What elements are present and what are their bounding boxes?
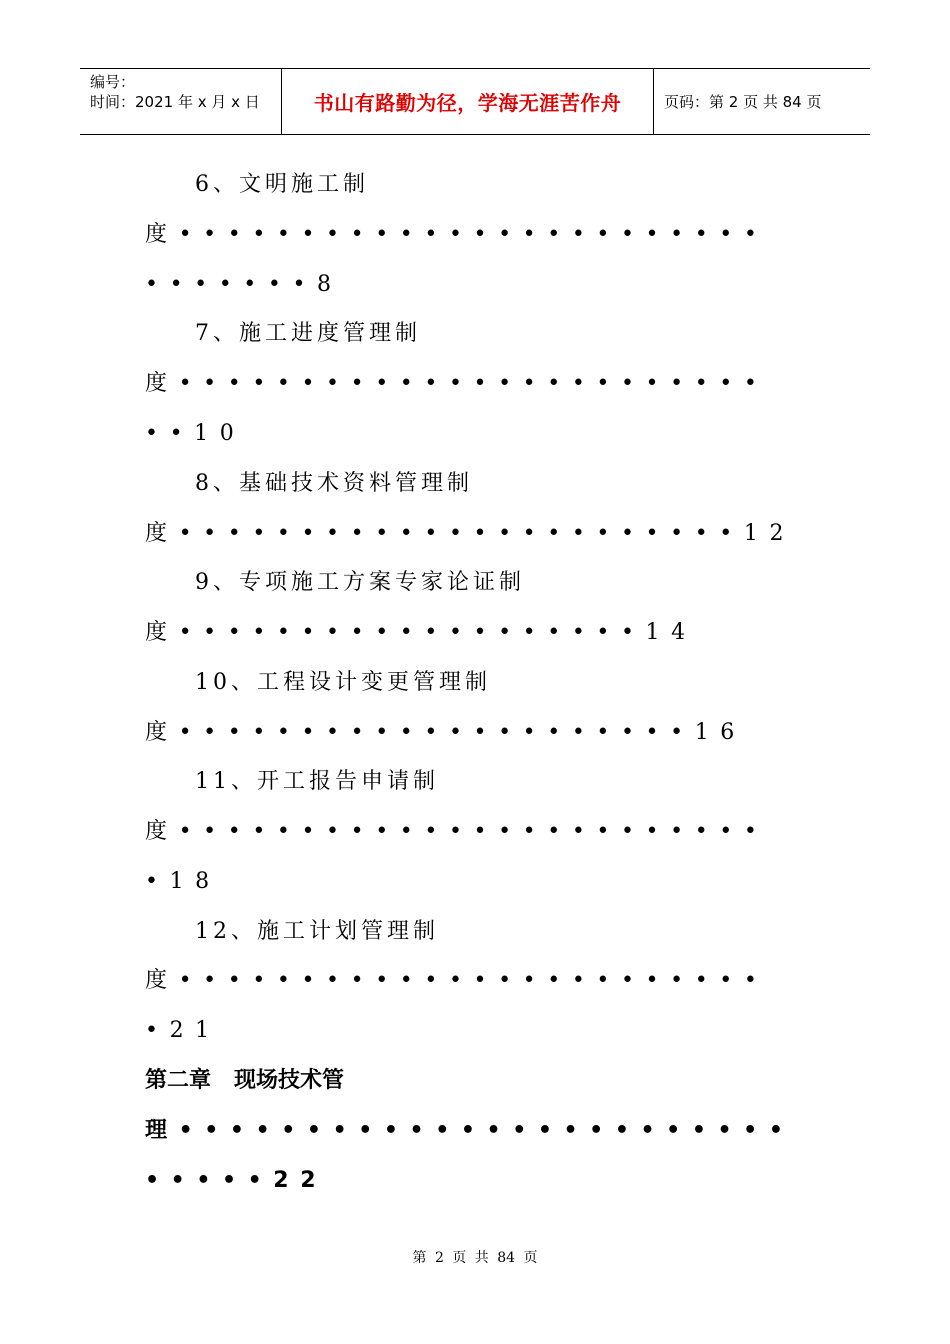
toc-entry-title[interactable]: 10、工程设计变更管理制 bbox=[195, 670, 491, 695]
toc-entry-leader: 度•••••••••••••••••••••••• bbox=[145, 819, 769, 844]
toc-entry-title[interactable]: 11、开工报告申请制 bbox=[195, 769, 439, 794]
toc-chapter-title[interactable]: 第二章 现场技术管 bbox=[145, 1068, 344, 1093]
toc-entry-leader: 度•••••••••••••••••••••••• bbox=[145, 222, 769, 247]
toc-entry-page: •21 bbox=[145, 1018, 221, 1043]
header-motto: 书山有路勤为径，学海无涯苦作舟 bbox=[282, 69, 654, 134]
toc-entry-title[interactable]: 7、施工进度管理制 bbox=[195, 321, 421, 346]
toc-entry-leader: 度•••••••••••••••••••••••12 bbox=[145, 521, 796, 546]
toc-entry-page: •18 bbox=[145, 869, 221, 894]
toc-chapter-page: •••••22 bbox=[145, 1168, 328, 1193]
toc-entry-leader: 度•••••••••••••••••••••16 bbox=[145, 720, 746, 745]
page-footer: 第 2 页 共 84 页 bbox=[412, 1250, 538, 1266]
page-header bbox=[80, 68, 870, 135]
toc-chapter-leader: 理•••••••••••••••••••••••• bbox=[145, 1118, 795, 1143]
toc-entry-leader: 度•••••••••••••••••••14 bbox=[145, 620, 697, 645]
toc-entry-title[interactable]: 12、施工计划管理制 bbox=[195, 919, 439, 944]
toc-entry-title[interactable]: 8、基础技术资料管理制 bbox=[195, 471, 473, 496]
number-label: 编号： bbox=[90, 73, 136, 91]
toc-entry-page: •••••••8 bbox=[145, 272, 343, 297]
toc-entry-title[interactable]: 9、专项施工方案专家论证制 bbox=[195, 570, 525, 595]
toc-entry-page: ••10 bbox=[145, 421, 246, 446]
toc-entry-leader: 度•••••••••••••••••••••••• bbox=[145, 968, 769, 993]
toc-entry-leader: 度•••••••••••••••••••••••• bbox=[145, 371, 769, 396]
time-label: 时间：2021 年 x 月 x 日 bbox=[90, 93, 260, 111]
header-meta bbox=[80, 69, 282, 134]
header-page-info: 页码：第 2 页 共 84 页 bbox=[664, 93, 822, 111]
toc-entry-title[interactable]: 6、文明施工制 bbox=[195, 172, 369, 197]
